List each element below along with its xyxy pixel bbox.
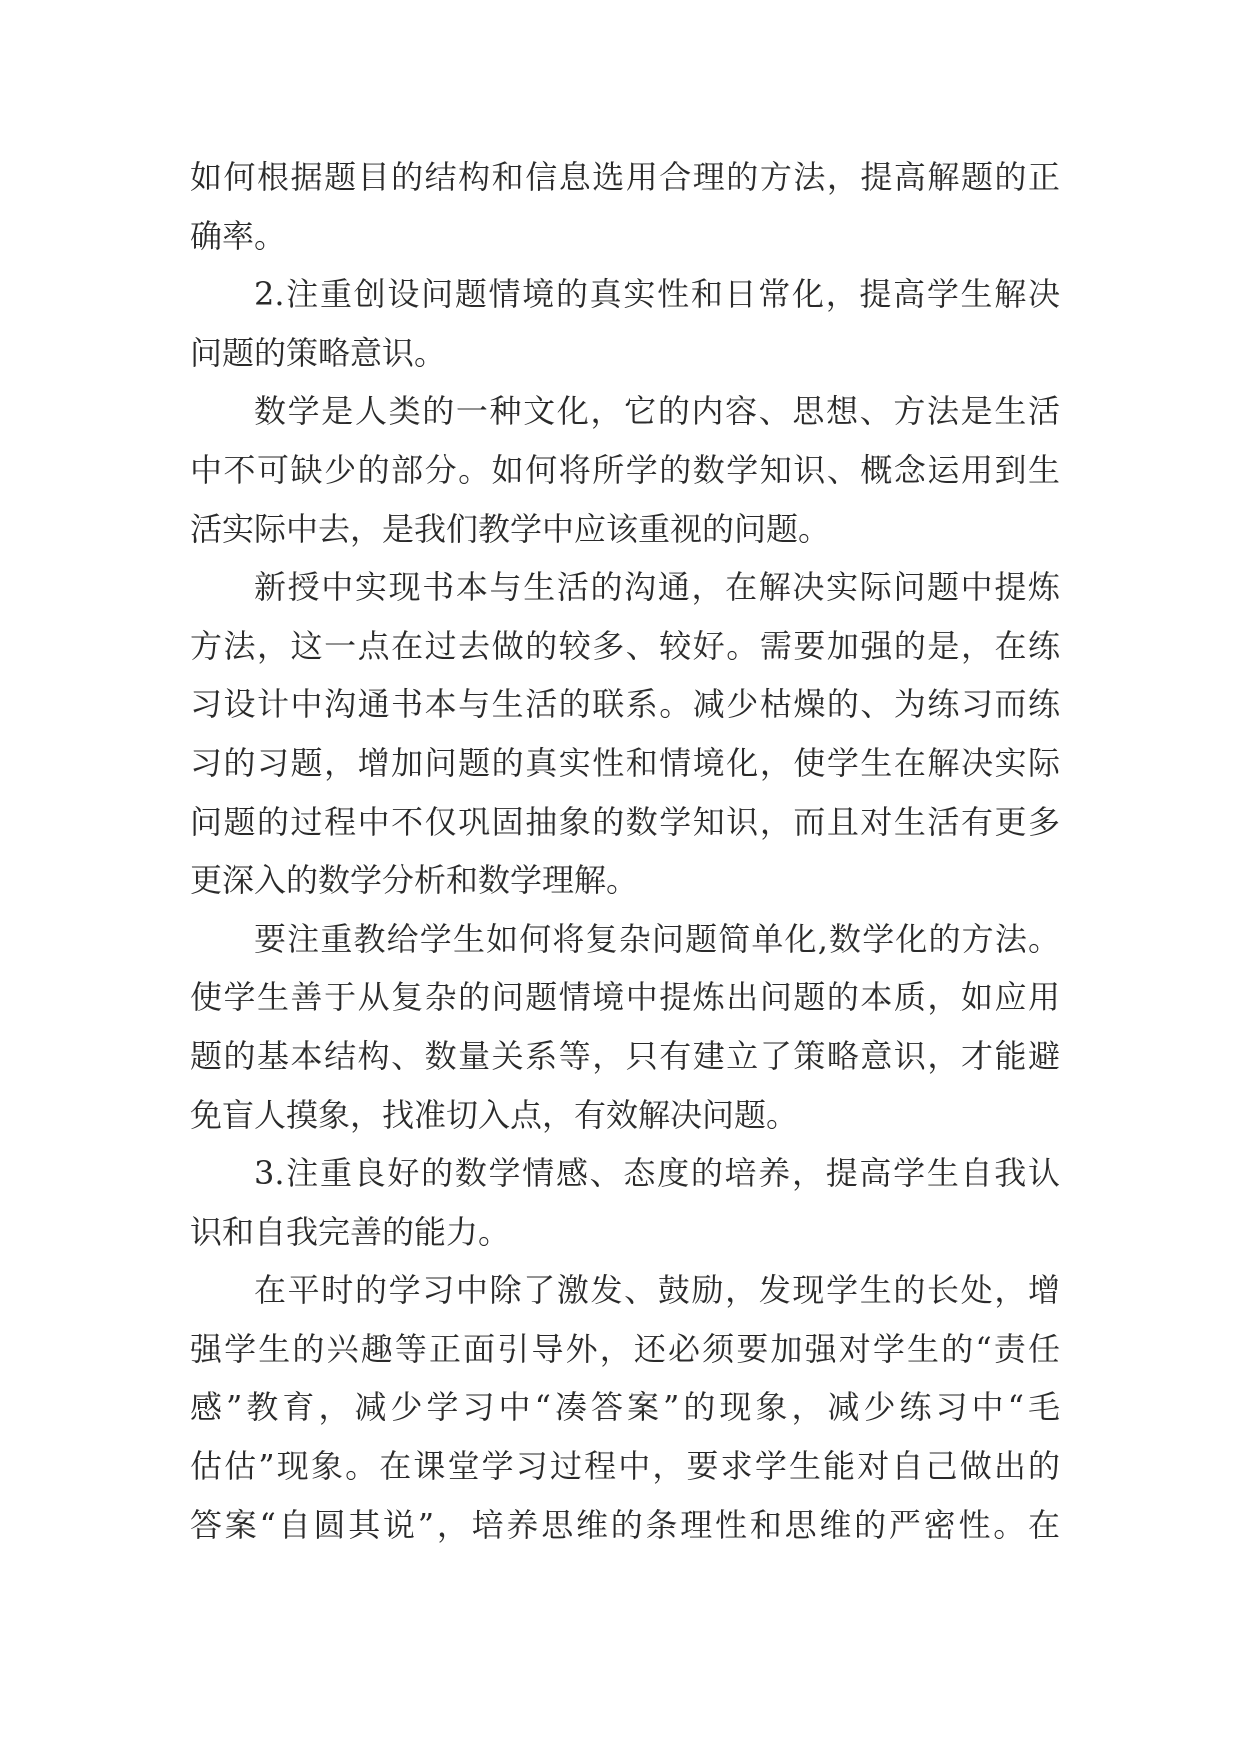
- text-line: 活实际中去，是我们教学中应该重视的问题。: [190, 509, 831, 548]
- text-line: 估估”现象。在课堂学习过程中，要求学生能对自己做出的: [190, 1447, 1060, 1486]
- text-line: 免盲人摸象，找准切入点，有效解决问题。: [190, 1095, 799, 1134]
- text-line: 使学生善于从复杂的问题情境中提炼出问题的本质，如应用: [190, 978, 1060, 1017]
- text-line: 问题的策略意识。: [190, 333, 447, 372]
- text-line: 数学是人类的一种文化，它的内容、思想、方法是生活: [254, 392, 1060, 431]
- text-line: 更深入的数学分析和数学理解。: [190, 861, 639, 900]
- text-line: 3.注重良好的数学情感、态度的培养，提高学生自我认: [254, 1154, 1060, 1193]
- text-line: 2.注重创设问题情境的真实性和日常化，提高学生解决: [254, 275, 1060, 314]
- text-line: 要注重教给学生如何将复杂问题简单化,数学化的方法。: [254, 919, 1060, 958]
- text-line: 确率。: [190, 216, 287, 255]
- text-line: 方法，这一点在过去做的较多、较好。需要加强的是，在练: [190, 626, 1060, 665]
- text-line: 题的基本结构、数量关系等，只有建立了策略意识，才能避: [190, 1036, 1060, 1075]
- text-line: 新授中实现书本与生活的沟通，在解决实际问题中提炼: [254, 568, 1060, 607]
- text-line: 习的习题，增加问题的真实性和情境化，使学生在解决实际: [190, 743, 1060, 782]
- document-page: [190, 148, 1060, 1554]
- text-line: 如何根据题目的结构和信息选用合理的方法，提高解题的正: [190, 158, 1060, 196]
- text-line: 识和自我完善的能力。: [190, 1212, 511, 1251]
- text-line: 问题的过程中不仅巩固抽象的数学知识，而且对生活有更多: [190, 802, 1060, 841]
- text-line: 感”教育，减少学习中“凑答案”的现象，减少练习中“毛: [190, 1388, 1060, 1427]
- text-line: 答案“自圆其说”，培养思维的条理性和思维的严密性。在: [190, 1505, 1060, 1544]
- text-line: 中不可缺少的部分。如何将所学的数学知识、概念运用到生: [190, 450, 1060, 489]
- text-line: 习设计中沟通书本与生活的联系。减少枯燥的、为练习而练: [190, 685, 1060, 724]
- text-line: 在平时的学习中除了激发、鼓励，发现学生的长处，增: [254, 1271, 1060, 1310]
- text-line: 强学生的兴趣等正面引导外，还必须要加强对学生的“责任: [190, 1329, 1060, 1368]
